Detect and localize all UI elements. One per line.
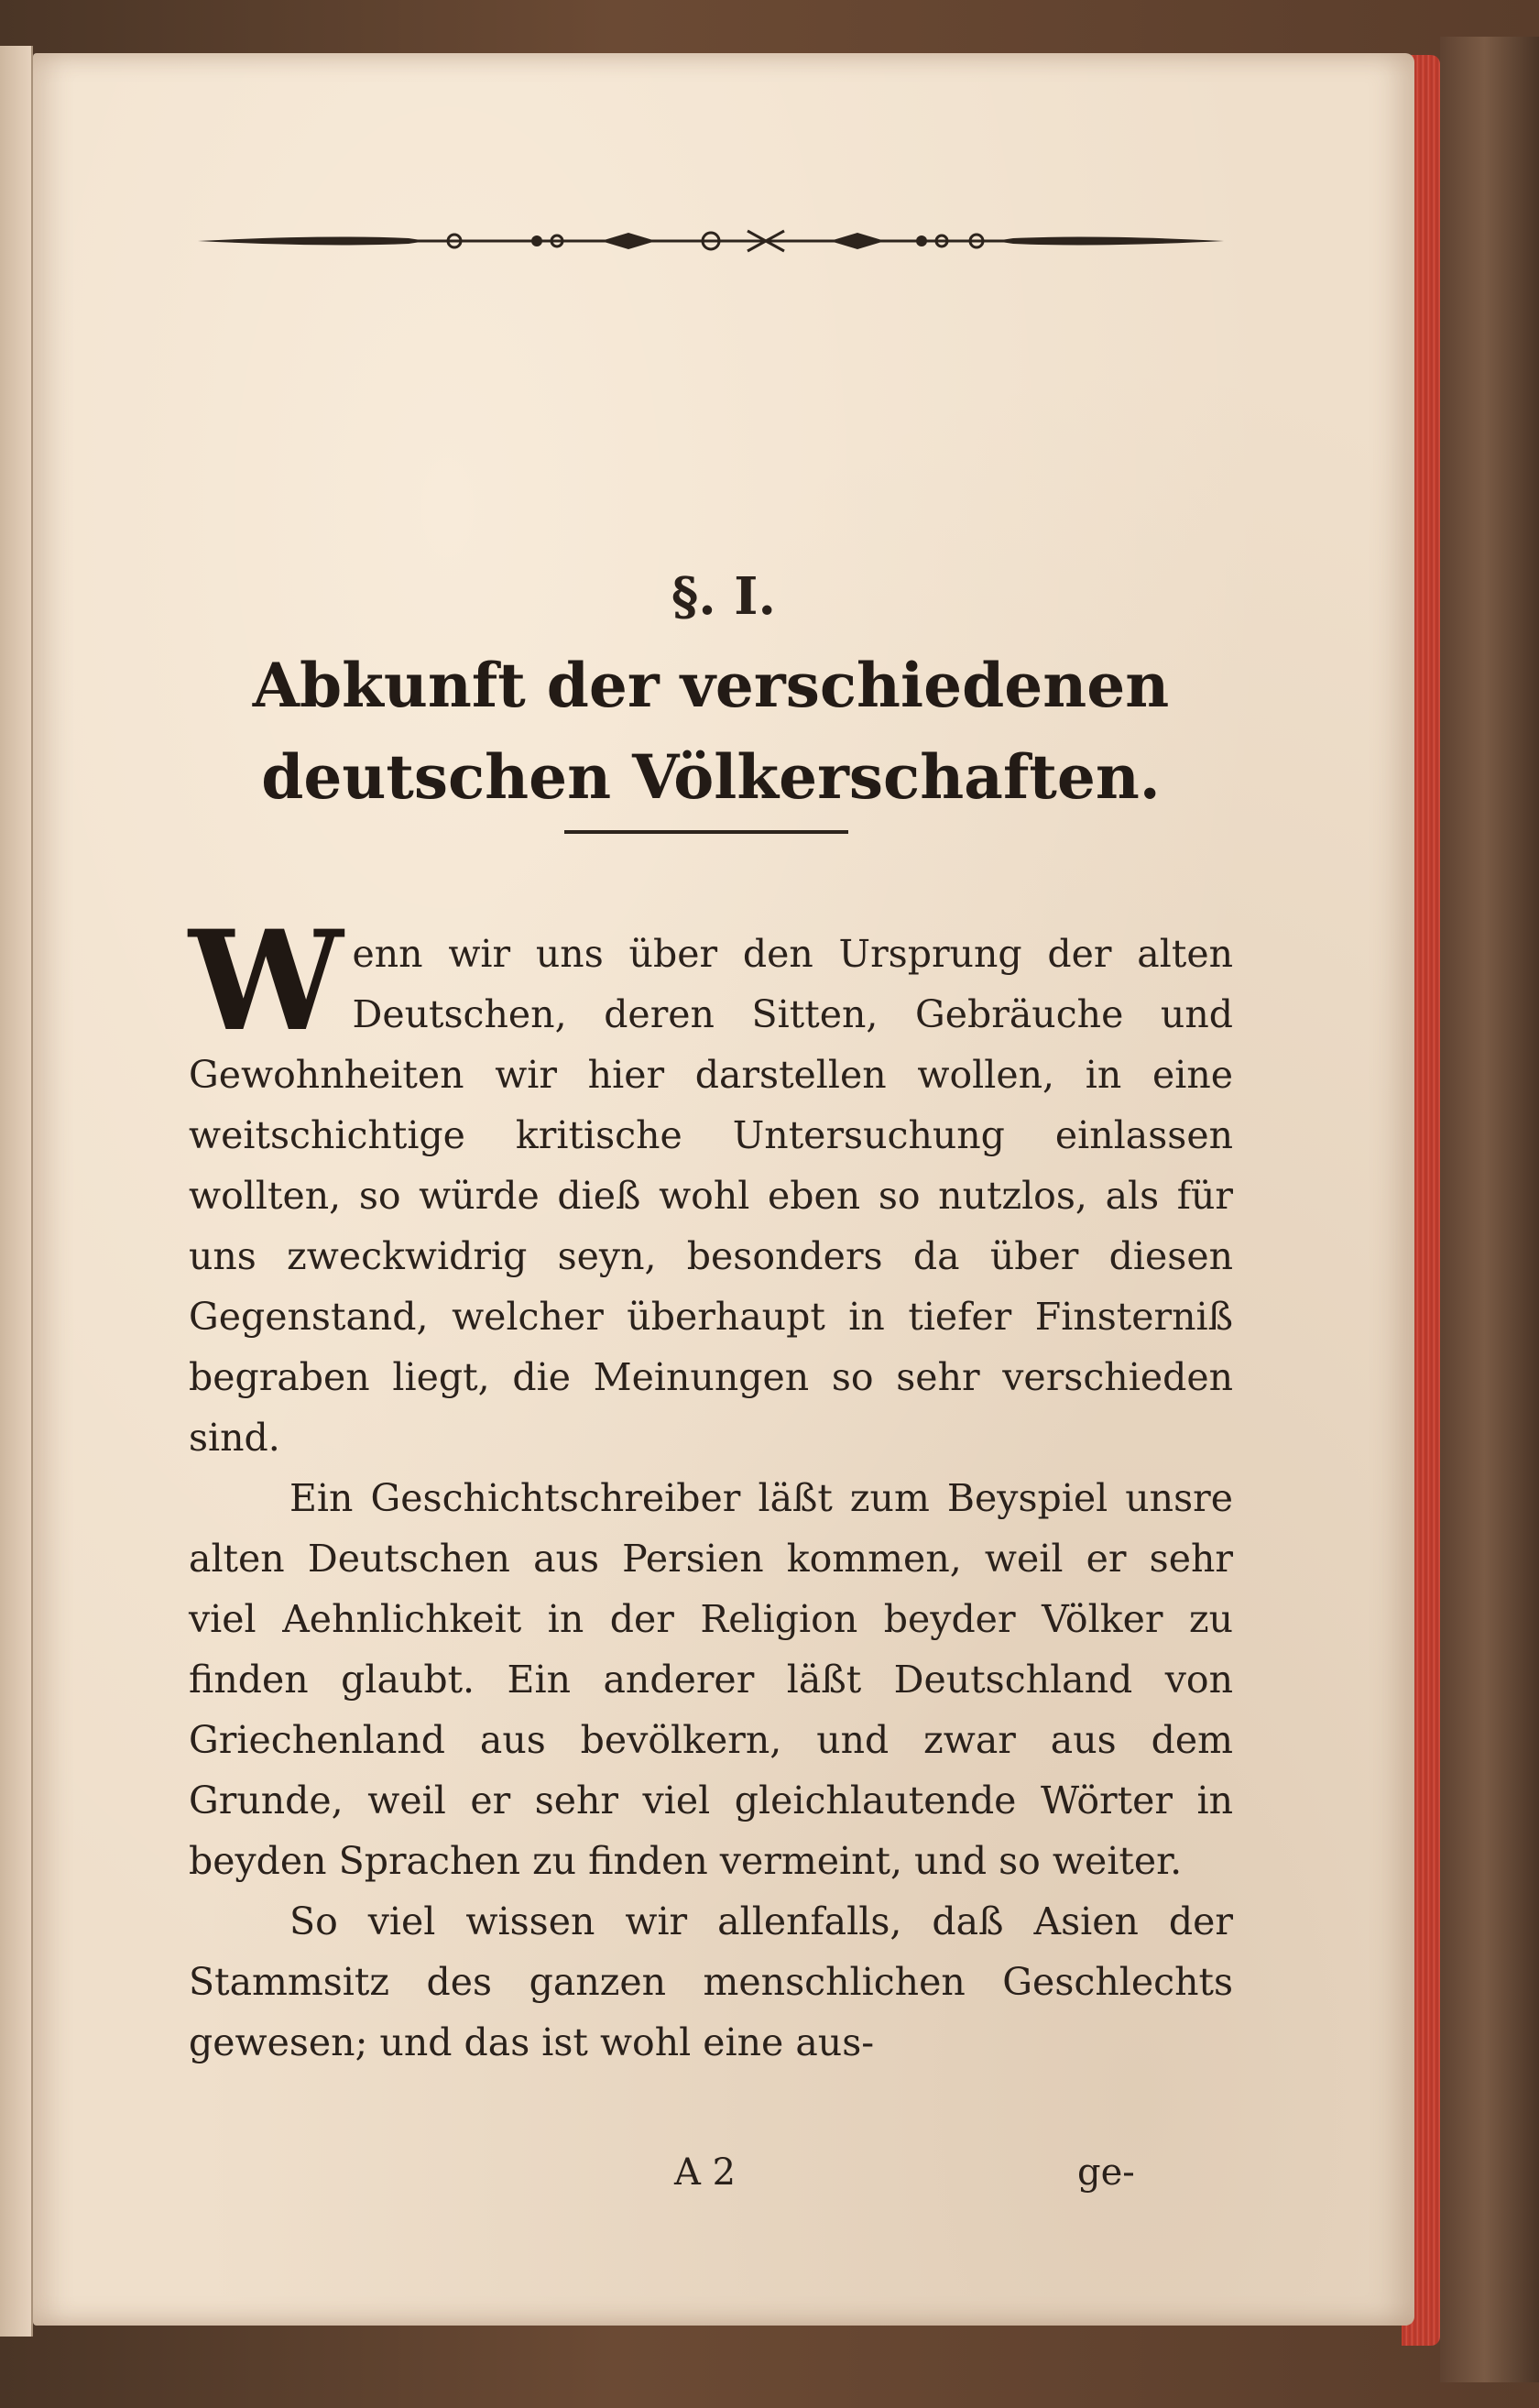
body-text (189, 901, 1233, 2073)
paragraph-2: Ein Geschichtschreiber läßt zum Beyspiel unsre alten Deutschen aus Persien kommen, weil er sehr viel Aehnlichkeit in der Religion beyder Völker zu finden glaubt. Ein anderer läßt Deutschland von Griechenland aus bevölkern, und zwar aus dem Grunde, weil er sehr viel gleichlautende Wörter in beyden Sprachen zu finden vermeint, und so weiter. (189, 1476, 1233, 1883)
signature-mark: A 2 (674, 2151, 737, 2194)
drop-cap: W (189, 901, 344, 1062)
book-spine (1440, 37, 1539, 2382)
facing-page-edge (0, 46, 33, 2337)
section-title: Abkunft der verschiedenen deutschen Völkerschaften. (252, 650, 1170, 813)
section-number: §. I. (671, 566, 776, 627)
ornament-rule-icon (198, 225, 1224, 257)
title-rule (564, 830, 848, 834)
paragraph-1-text: enn wir uns über den Ursprung der alten Deutschen, deren Sitten, Gebräuche und Gewohnheiten wir hier darstellen wollen, in eine weitschichtige kritische Untersuchung einlassen wollten, so würde dieß wohl eben so nutzlos, als für uns zweckwidrig seyn, besonders da über diesen Gegenstand, welcher überhaupt in tiefer Finsterniß begraben liegt, die Meinungen so sehr verschieden sind. (189, 932, 1233, 1460)
catchword: ge- (1077, 2151, 1135, 2194)
paragraph-3: So viel wissen wir allenfalls, daß Asien der Stammsitz des ganzen menschlichen Geschlechts gewesen; und das ist wohl eine aus- (189, 1899, 1233, 2064)
book-page (33, 53, 1414, 2326)
paragraph-1 (189, 901, 1233, 1468)
